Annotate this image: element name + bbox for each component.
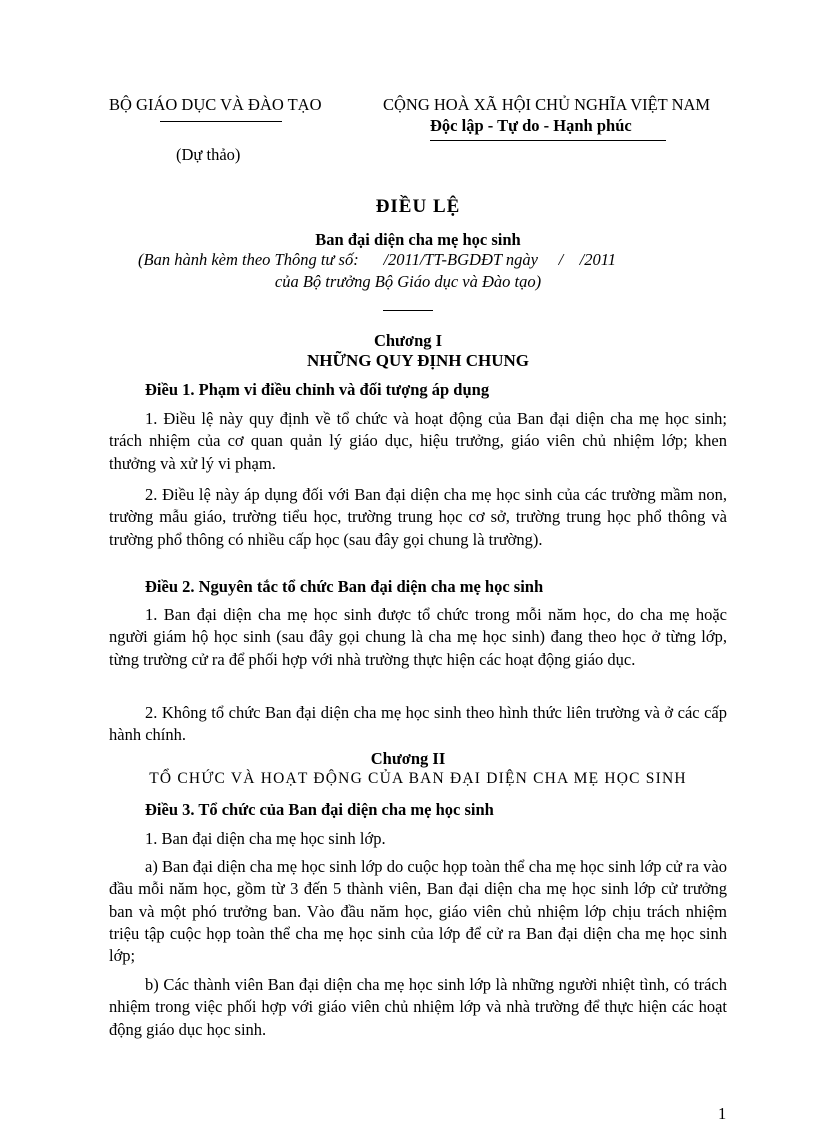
ministry-name: BỘ GIÁO DỤC VÀ ĐÀO TẠO [109, 95, 322, 114]
draft-label: (Dự thảo) [176, 145, 241, 164]
chapter-1-name: NHỮNG QUY ĐỊNH CHUNG [306, 351, 530, 370]
title-divider [383, 310, 433, 311]
article-3-title: Điều 3. Tổ chức của Ban đại diện cha mẹ học sinh [145, 800, 494, 819]
article-3-paragraph-a: a) Ban đại diện cha mẹ học sinh lớp do cuộc họp toàn thể cha mẹ học sinh lớp cử ra vào đầu mỗi năm học, gồm từ 3 đến 5 thành viên, Ban đại diện cha mẹ học sinh lớp cử trưởng ban và một phó trưởng ban. Vào đầu năm học, giáo viên chủ nhiệm lớp chịu trách nhiệm triệu tập cuộc họp toàn thể cha mẹ học sinh của lớp để cử ra Ban đại diện cha mẹ học sinh lớp; [109, 857, 727, 966]
article-1-paragraph-1: 1. Điều lệ này quy định về tổ chức và hoạt động của Ban đại diện cha mẹ học sinh; trách nhiệm của cơ quan quản lý giáo dục, hiệu trưởng, giáo viên chủ nhiệm lớp; khen thưởng và xử lý vi phạm. [109, 409, 727, 473]
article-1-paragraph-2: 2. Điều lệ này áp dụng đối với Ban đại diện cha mẹ học sinh của các trường mầm non, trường mẫu giáo, trường tiểu học, trường trung học cơ sở, trường trung học phổ thông và trường phổ thông có nhiều cấp học (sau đây gọi chung là trường). [109, 485, 727, 549]
national-motto: Độc lập - Tự do - Hạnh phúc [430, 116, 632, 135]
article-2-title: Điều 2. Nguyên tắc tổ chức Ban đại diện cha mẹ học sinh [145, 577, 544, 596]
motto-underline [430, 140, 666, 141]
article-3-paragraph-1: 1. Ban đại diện cha mẹ học sinh lớp. [145, 829, 386, 848]
chapter-2-label: Chương II [370, 749, 446, 768]
issued-by-line-2: của Bộ trưởng Bộ Giáo dục và Đào tạo) [274, 272, 542, 291]
document-subtitle: Ban đại diện cha mẹ học sinh [315, 230, 521, 249]
page-number: 1 [718, 1104, 727, 1123]
country-name: CỘNG HOÀ XÃ HỘI CHỦ NGHĨA VIỆT NAM [383, 95, 711, 114]
document-title: ĐIỀU LỆ [375, 196, 461, 217]
issued-by-line-1: (Ban hành kèm theo Thông tư số: /2011/TT-BGDĐT ngày / /2011 [138, 250, 617, 269]
ministry-underline [160, 121, 282, 122]
article-1-title: Điều 1. Phạm vi điều chỉnh và đối tượng áp dụng [145, 380, 490, 399]
article-2-paragraph-1: 1. Ban đại diện cha mẹ học sinh được tổ chức trong mỗi năm học, do cha mẹ hoặc người giám hộ học sinh (sau đây gọi chung là cha mẹ học sinh) đang theo học ở từng lớp, từng trường cử ra để phối hợp với nhà trường thực hiện các hoạt động giáo dục. [109, 605, 727, 669]
chapter-1-label: Chương I [373, 331, 443, 350]
article-3-paragraph-b: b) Các thành viên Ban đại diện cha mẹ học sinh lớp là những người nhiệt tình, có trách nhiệm trong việc phối hợp với giáo viên chủ nhiệm lớp và nhà trường để thực hiện các hoạt động giáo dục học sinh. [109, 975, 727, 1039]
article-2-paragraph-2: 2. Không tổ chức Ban đại diện cha mẹ học sinh theo hình thức liên trường và ở các cấp hành chính. [109, 703, 727, 745]
chapter-2-name: TỔ CHỨC VÀ HOẠT ĐỘNG CỦA BAN ĐẠI DIỆN CHA MẸ HỌC SINH [149, 770, 687, 787]
